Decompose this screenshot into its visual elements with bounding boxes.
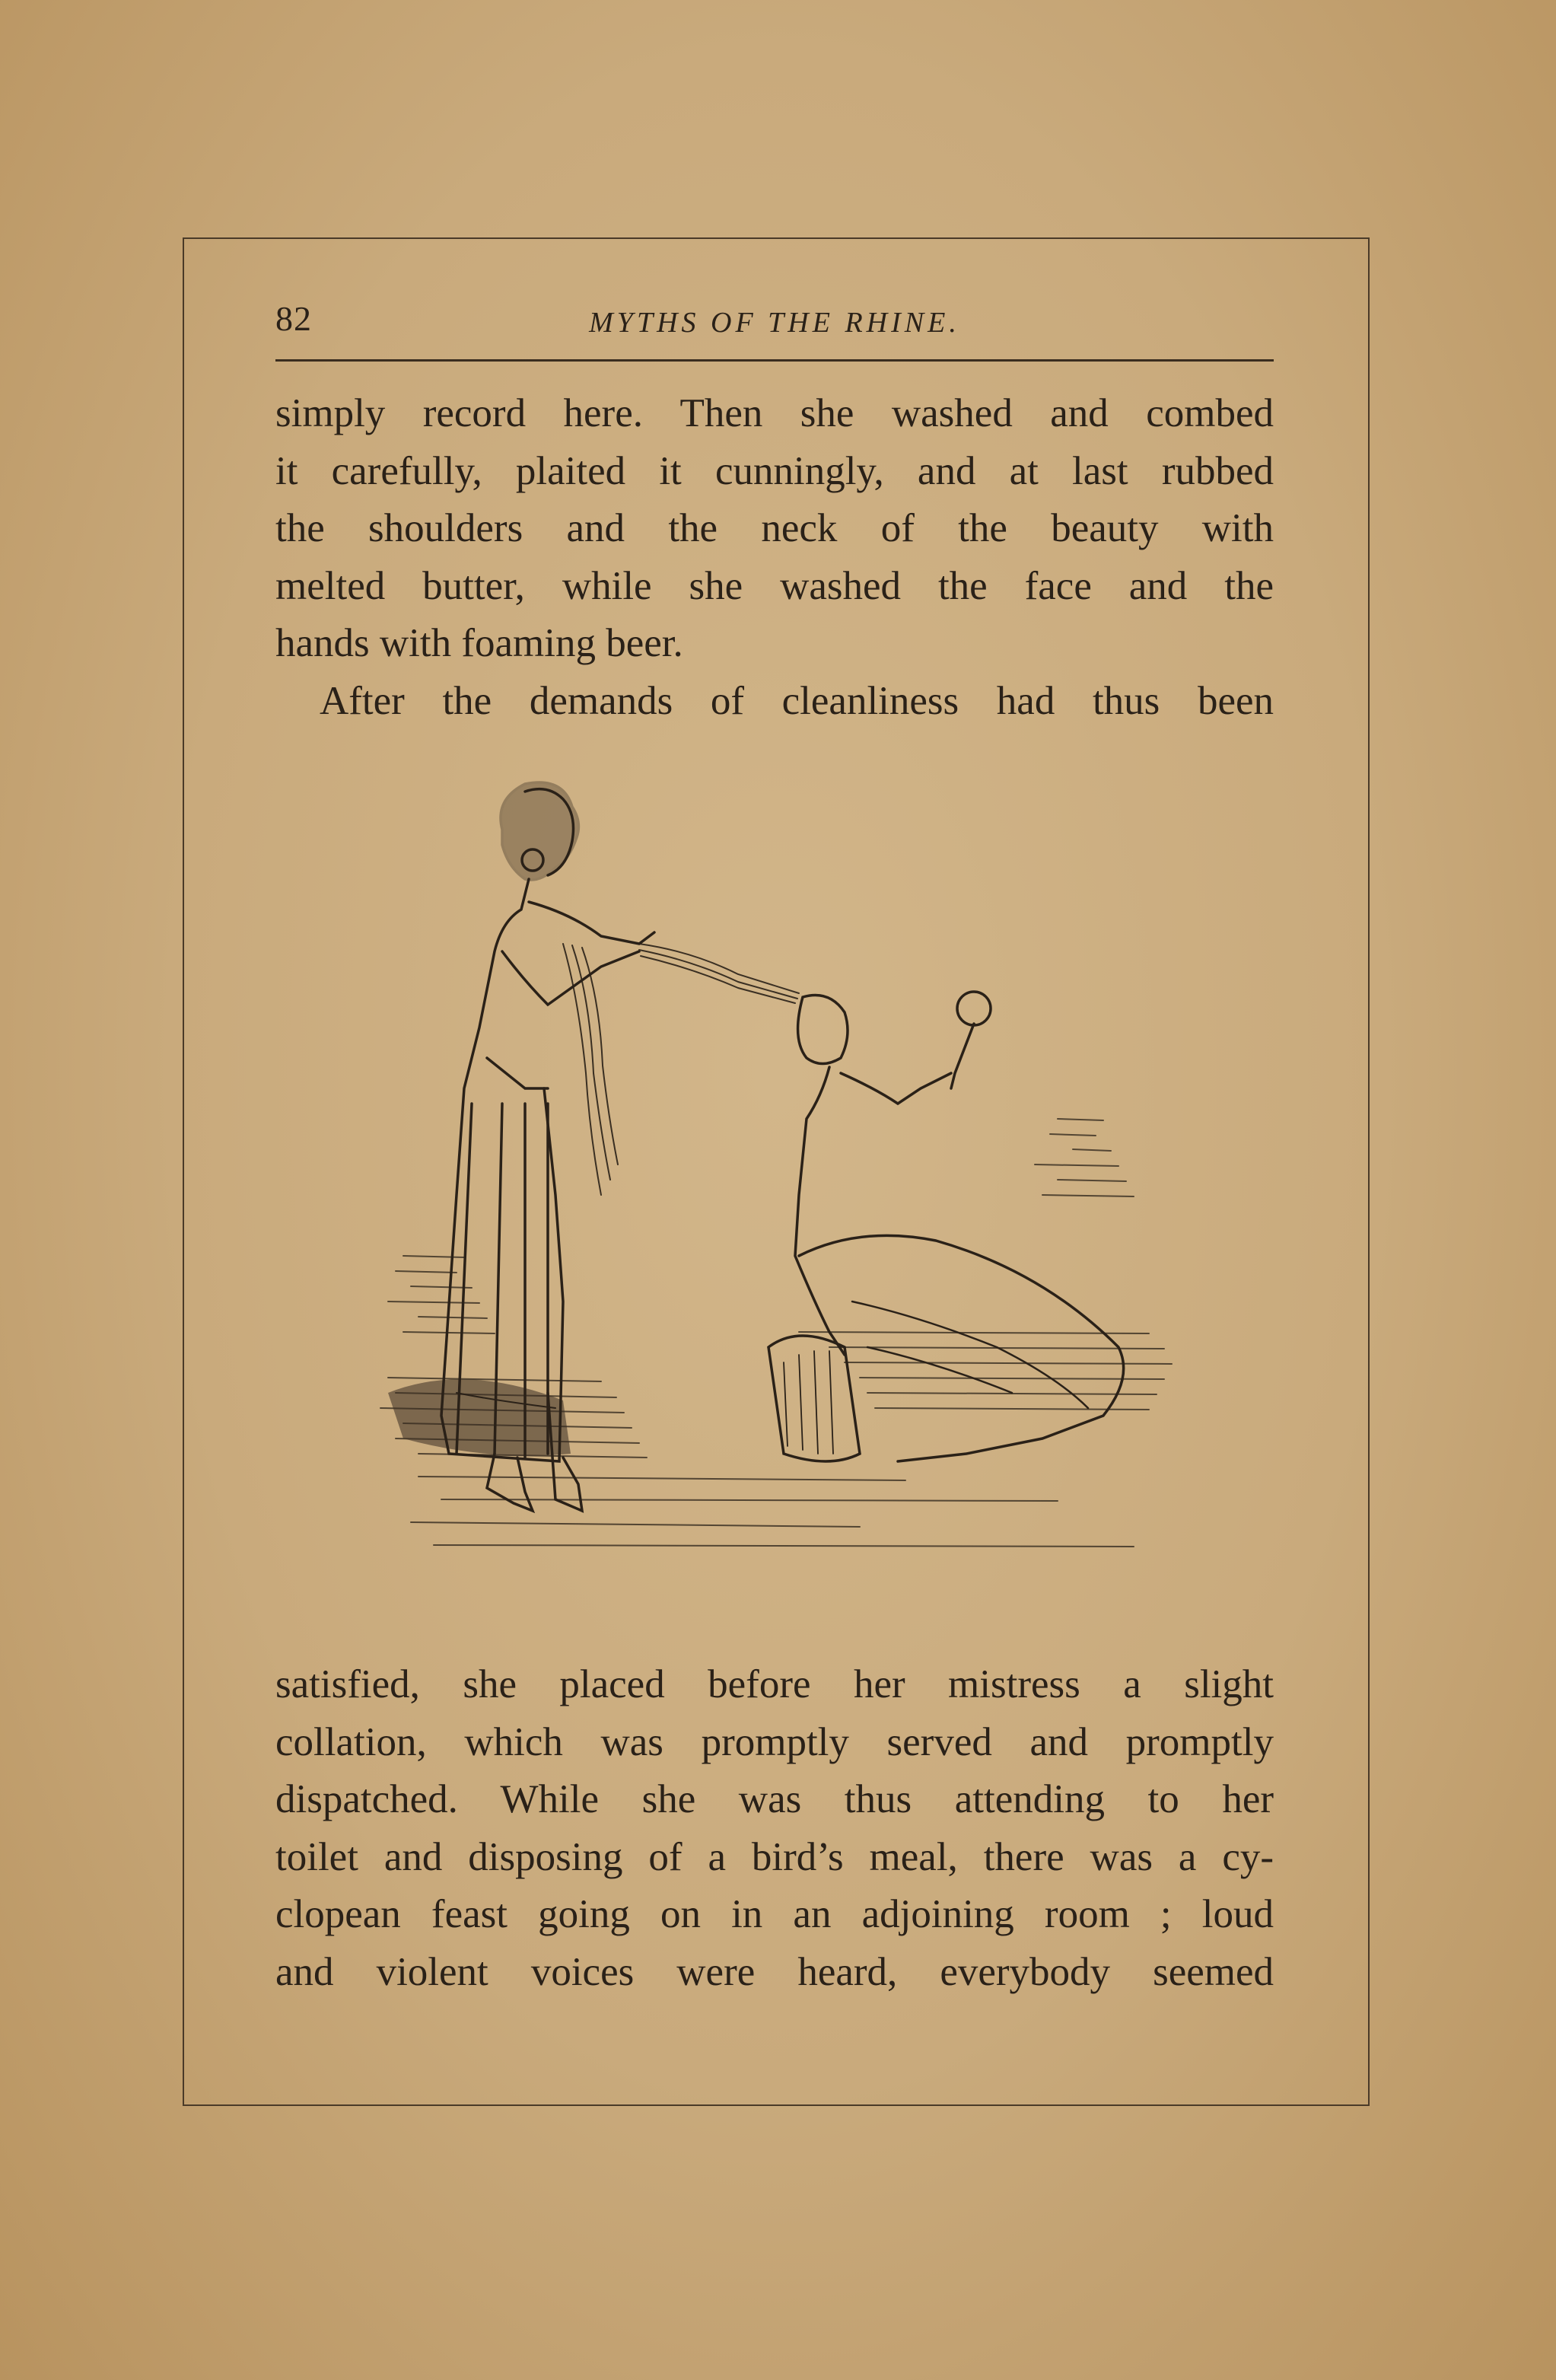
text-line: satisfied, she placed before her mistress a slight (275, 1662, 1274, 1706)
text-block-bottom (275, 1656, 1274, 2001)
text-line: toilet and disposing of a bird’s meal, there was a cy- (275, 1834, 1274, 1879)
text-line: After the demands of cleanliness had thus been (320, 678, 1274, 723)
text-line: clopean feast going on in an adjoining room ; loud (275, 1892, 1274, 1936)
running-head (275, 298, 1274, 362)
text-line: the shoulders and the neck of the beauty with (275, 506, 1274, 550)
text-line: simply record here. Then she washed and combed (275, 391, 1274, 435)
text-block-top (275, 385, 1274, 730)
text-line: and violent voices were heard, everybody seemed (275, 1949, 1274, 1994)
text-line: collation, which was promptly served and promptly (275, 1719, 1274, 1764)
text-line: it carefully, plaited it cunningly, and at last rubbed (275, 448, 1274, 493)
engraving-maid-combing-hair-icon (373, 769, 1179, 1598)
text-line: dispatched. While she was thus attending to her (275, 1777, 1274, 1821)
page-number: 82 (275, 299, 312, 338)
text-line: melted butter, while she washed the face and the (275, 563, 1274, 608)
text-line: hands with foaming beer. (275, 621, 683, 665)
book-title: MYTHS OF THE RHINE. (589, 307, 960, 339)
